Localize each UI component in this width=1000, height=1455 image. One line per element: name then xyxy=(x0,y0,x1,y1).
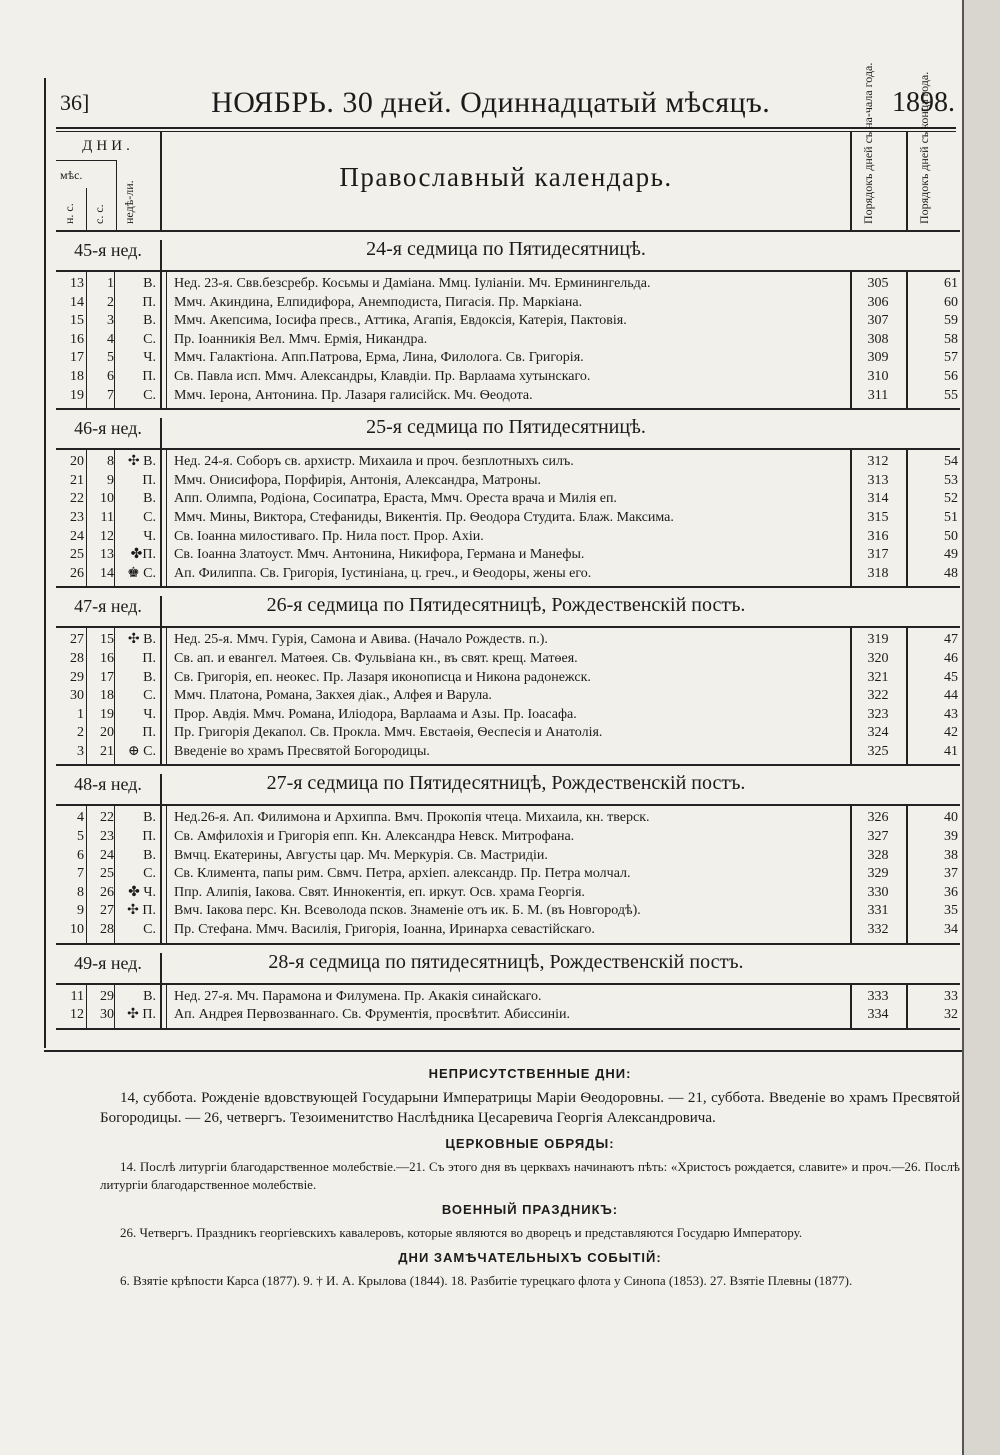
day-order-end: 59 xyxy=(944,313,958,329)
day-ss: 1 xyxy=(107,276,114,291)
day-ns: 23 xyxy=(70,509,84,525)
day-row xyxy=(56,650,960,669)
day-ss: 5 xyxy=(107,350,114,366)
days-label: ДНИ. xyxy=(82,138,134,154)
day-row xyxy=(56,294,960,313)
day-order-end: 51 xyxy=(944,509,958,525)
column-rule xyxy=(166,985,167,1030)
day-ss: 3 xyxy=(107,313,114,329)
week-header xyxy=(56,588,960,628)
day-order-end: 53 xyxy=(944,472,958,488)
day-order-start: 321 xyxy=(867,669,889,685)
day-ss: 29 xyxy=(100,988,114,1004)
day-order-start: 314 xyxy=(867,491,889,507)
week-rows xyxy=(56,628,960,766)
day-ns: 13 xyxy=(70,276,84,291)
day-row xyxy=(56,921,960,940)
day-order-end: 57 xyxy=(944,350,958,366)
day-order-end: 32 xyxy=(944,1007,958,1023)
day-order-start: 332 xyxy=(867,922,889,938)
day-saints: Св. Іоанна Златоуст. Ммч. Антонина, Никифора, Германа и Манефы. xyxy=(174,547,585,563)
day-row xyxy=(56,828,960,847)
day-ns: 29 xyxy=(70,669,84,685)
day-ns: 6 xyxy=(77,847,84,863)
day-order-start: 319 xyxy=(867,632,889,648)
day-ss: 6 xyxy=(107,368,114,384)
day-order-start: 313 xyxy=(867,472,889,488)
day-ss: 8 xyxy=(107,454,114,470)
day-saints: Ммч. Акепсима, Іосифа пресв., Аттика, Агапія, Евдоксія, Катерія, Пактовія. xyxy=(174,313,627,329)
day-ns: 16 xyxy=(70,331,84,347)
day-ss: 27 xyxy=(100,903,114,919)
day-order-end: 40 xyxy=(944,810,958,826)
day-order-start: 329 xyxy=(867,866,889,882)
day-ns: 4 xyxy=(77,810,84,826)
column-rule xyxy=(850,272,852,410)
day-weekday: В. xyxy=(143,491,156,507)
day-row xyxy=(56,368,960,387)
day-weekday: ✣ П. xyxy=(127,903,156,919)
day-weekday: ✣ П. xyxy=(127,1007,156,1023)
column-rule xyxy=(160,806,162,944)
day-row xyxy=(56,472,960,491)
day-order-end: 49 xyxy=(944,547,958,563)
week-block xyxy=(56,588,960,766)
day-ns: 10 xyxy=(70,922,84,938)
day-row xyxy=(56,988,960,1007)
day-saints: Ммч. Галактіона. Апп.Патрова, Ерма, Лина, Филолога. Св. Григорія. xyxy=(174,350,584,366)
day-saints: Ммч. Платона, Романа, Закхея діак., Алфея и Варула. xyxy=(174,688,492,704)
day-weekday: С. xyxy=(143,688,156,704)
column-rule xyxy=(906,985,908,1030)
column-rule xyxy=(850,628,852,766)
week-block xyxy=(56,232,960,410)
day-ns: 14 xyxy=(70,294,84,310)
day-ss: 18 xyxy=(100,688,114,704)
day-weekday: Ч. xyxy=(143,528,156,544)
day-weekday: Ч. xyxy=(143,350,156,366)
day-row xyxy=(56,743,960,762)
column-rule xyxy=(86,628,87,766)
day-ns: 26 xyxy=(70,565,84,581)
day-order-end: 56 xyxy=(944,368,958,384)
day-ns: 15 xyxy=(70,313,84,329)
day-order-start: 307 xyxy=(867,313,889,329)
day-order-end: 60 xyxy=(944,294,958,310)
days-column-header xyxy=(56,132,162,230)
day-order-start: 327 xyxy=(867,829,889,845)
day-saints: Вмчц. Екатерины, Августы цар. Мч. Меркурія. Св. Мастридіи. xyxy=(174,847,548,863)
column-rule xyxy=(114,450,115,588)
day-ss: 9 xyxy=(107,472,114,488)
column-rule xyxy=(906,628,908,766)
day-row xyxy=(56,312,960,331)
calendar-title: Православный календарь. xyxy=(339,162,673,192)
day-row xyxy=(56,884,960,903)
day-row xyxy=(56,669,960,688)
day-weekday: П. xyxy=(142,829,156,845)
day-ns: 7 xyxy=(77,866,84,882)
day-order-end: 52 xyxy=(944,491,958,507)
day-order-start: 322 xyxy=(867,688,889,704)
week-header xyxy=(56,766,960,806)
day-ns: 18 xyxy=(70,368,84,384)
day-ss: 22 xyxy=(100,810,114,826)
day-order-end: 50 xyxy=(944,528,958,544)
day-row xyxy=(56,631,960,650)
day-ss: 23 xyxy=(100,829,114,845)
day-ns: 11 xyxy=(70,988,84,1004)
day-ns: 19 xyxy=(70,387,84,403)
day-ns: 12 xyxy=(70,1007,84,1023)
day-order-end: 44 xyxy=(944,688,958,704)
day-ss: 4 xyxy=(107,331,114,347)
day-order-start: 324 xyxy=(867,725,889,741)
military-holiday-heading: ВОЕННЫЙ ПРАЗДНИКЪ: xyxy=(441,1202,619,1217)
week-title: 27-я седмица по Пятидесятницѣ, Рождественскій постъ. xyxy=(266,772,746,795)
day-order-end: 38 xyxy=(944,847,958,863)
day-order-start: 334 xyxy=(867,1007,889,1023)
day-order-end: 39 xyxy=(944,829,958,845)
day-saints: Ммч. Іерона, Антонина. Пр. Лазаря галисійск. Мч. Ѳеодота. xyxy=(174,387,533,403)
week-header xyxy=(56,945,960,985)
day-saints: Нед. 23-я. Свв.безсребр. Косьмы и Даміана. Ммц. Іуліаніи. Мч. Ерминингельда. xyxy=(174,276,651,291)
day-order-start: 305 xyxy=(867,276,889,291)
week-label: недѣ-ли. xyxy=(122,180,136,224)
day-ss: 24 xyxy=(100,847,114,863)
day-row xyxy=(56,453,960,472)
week-rows xyxy=(56,272,960,410)
day-weekday: В. xyxy=(143,847,156,863)
week-rows xyxy=(56,985,960,1030)
day-ss: 14 xyxy=(100,565,114,581)
column-rule xyxy=(166,272,167,410)
day-order-start: 326 xyxy=(867,810,889,826)
day-ns: 27 xyxy=(70,632,84,648)
day-ns: 8 xyxy=(77,884,84,900)
day-ns: 9 xyxy=(77,903,84,919)
day-weekday: В. xyxy=(143,988,156,1004)
day-saints: Св. Павла исп. Ммч. Александры, Клавдіи. Пр. Варлаама хутынскаго. xyxy=(174,368,591,384)
header-rule xyxy=(56,127,956,129)
day-weekday: П. xyxy=(142,368,156,384)
day-saints: Св. ап. и евангел. Матѳея. Св. Фульвіана кн., въ свят. крещ. Матѳея. xyxy=(174,650,578,666)
page-title: НОЯБРЬ. 30 дней. Одиннадцатый мѣсяцъ. xyxy=(211,86,771,119)
day-ss: 7 xyxy=(107,387,114,403)
column-rule xyxy=(86,806,87,944)
week-number: 45-я нед. xyxy=(56,240,162,270)
ss-label: с. с. xyxy=(92,204,106,224)
day-saints: Пр. Іоанникія Вел. Ммч. Ермія, Никандра. xyxy=(174,331,428,347)
day-order-start: 323 xyxy=(867,706,889,722)
table-bottom-rule xyxy=(44,1050,962,1052)
column-rule xyxy=(114,628,115,766)
day-order-start: 330 xyxy=(867,884,889,900)
military-holiday-text: 26. Четвергъ. Праздникъ георгіевскихъ кавалеровъ, которые являются во дворецъ и представляются Государю Императору. xyxy=(120,1225,803,1240)
column-rule xyxy=(906,450,908,588)
notable-events-text: 6. Взятіе крѣпости Карса (1877). 9. † И. А. Крылова (1844). 18. Разбитіе турецкаго флота у Синопа (1853). 27. Взятіе Плевны (1877). xyxy=(120,1273,853,1288)
day-ns: 28 xyxy=(70,650,84,666)
day-saints: Пр. Стефана. Ммч. Василія, Григорія, Іоанна, Иринарха севастійскаго. xyxy=(174,922,595,938)
church-rites-heading: ЦЕРКОВНЫЕ ОБРЯДЫ: xyxy=(445,1136,615,1151)
day-ns: 1 xyxy=(77,706,84,722)
day-weekday: П. xyxy=(142,294,156,310)
day-ns: 20 xyxy=(70,454,84,470)
order-start-header xyxy=(850,62,908,230)
week-title: 28-я седмица по пятидесятницѣ, Рождественскій постъ. xyxy=(268,950,744,973)
day-saints: Ап. Филиппа. Св. Григорія, Іустиніана, ц. греч., и Ѳеодоры, жены его. xyxy=(174,565,592,581)
day-weekday: Ч. xyxy=(143,706,156,722)
week-number: 49-я нед. xyxy=(56,953,162,983)
week-header xyxy=(56,410,960,450)
day-row xyxy=(56,847,960,866)
day-order-start: 311 xyxy=(867,387,889,403)
day-weekday: В. xyxy=(143,276,156,291)
day-row xyxy=(56,687,960,706)
day-order-end: 55 xyxy=(944,387,958,403)
day-ns: 17 xyxy=(70,350,84,366)
day-ss: 20 xyxy=(100,725,114,741)
day-row xyxy=(56,349,960,368)
week-rows xyxy=(56,450,960,588)
church-rites-text: 14. Послѣ литургіи благодарственное молебствіе.—21. Съ этого дня въ церквахъ начинаютъ пѣть: «Христосъ рождается, славите» и проч.—26. Послѣ литургіи благодарственное молебствіе. xyxy=(100,1159,960,1192)
day-saints: Св. Климента, папы рим. Свмч. Петра, архіеп. александр. Пр. Петра молчал. xyxy=(174,866,631,882)
column-rule xyxy=(86,272,87,410)
day-order-end: 42 xyxy=(944,725,958,741)
page-header xyxy=(60,78,955,128)
day-order-start: 320 xyxy=(867,650,889,666)
notable-events-heading: ДНИ ЗАМѢЧАТЕЛЬНЫХЪ СОБЫТІЙ: xyxy=(398,1250,662,1265)
week-number: 48-я нед. xyxy=(56,774,162,804)
day-ns: 30 xyxy=(70,688,84,704)
column-rule xyxy=(906,272,908,410)
day-order-end: 35 xyxy=(944,903,958,919)
day-ss: 25 xyxy=(100,866,114,882)
day-order-start: 316 xyxy=(867,528,889,544)
day-ss: 17 xyxy=(100,669,114,685)
day-weekday: ⊕ С. xyxy=(127,743,156,759)
page-year: 1898. xyxy=(892,87,955,118)
column-rule xyxy=(850,806,852,944)
day-order-start: 310 xyxy=(867,368,889,384)
day-ss: 10 xyxy=(100,491,114,507)
week-title: 25-я седмица по Пятидесятницѣ. xyxy=(366,416,646,439)
day-saints: Ммч. Акиндина, Елпидифора, Анемподиста, Пигасія. Пр. Маркіана. xyxy=(174,294,583,310)
day-ss: 15 xyxy=(100,632,114,648)
day-saints: Пр. Григорія Декапол. Св. Прокла. Ммч. Евстаѳія, Ѳеспесія и Анатолія. xyxy=(174,725,603,741)
day-row xyxy=(56,1006,960,1025)
day-ss: 16 xyxy=(100,650,114,666)
week-number: 47-я нед. xyxy=(56,596,162,626)
day-order-start: 333 xyxy=(867,988,889,1004)
day-ss: 13 xyxy=(100,547,114,563)
day-weekday: В. xyxy=(143,669,156,685)
day-weekday: П. xyxy=(142,725,156,741)
column-rule xyxy=(166,628,167,766)
day-row xyxy=(56,546,960,565)
day-order-start: 306 xyxy=(867,294,889,310)
holidays-heading: НЕПРИСУТСТВЕННЫЕ ДНИ: xyxy=(428,1066,632,1081)
week-title: 24-я седмица по Пятидесятницѣ. xyxy=(366,238,646,260)
day-row xyxy=(56,490,960,509)
column-rule xyxy=(166,806,167,944)
ns-label: н. с. xyxy=(62,203,76,224)
day-order-start: 315 xyxy=(867,509,889,525)
day-weekday: В. xyxy=(143,313,156,329)
day-saints: Апп. Олимпа, Родіона, Сосипатра, Ераста, Ммч. Ореста врача и Милія еп. xyxy=(174,491,617,507)
day-order-end: 34 xyxy=(944,922,958,938)
week-block xyxy=(56,410,960,588)
column-rule xyxy=(906,806,908,944)
day-row xyxy=(56,387,960,406)
day-ss: 11 xyxy=(100,509,114,525)
column-rule xyxy=(850,985,852,1030)
column-rule xyxy=(86,450,87,588)
day-order-end: 47 xyxy=(944,632,958,648)
column-rule xyxy=(114,272,115,410)
column-rule xyxy=(850,450,852,588)
day-row xyxy=(56,706,960,725)
day-row xyxy=(56,509,960,528)
day-saints: Вмч. Іакова перс. Кн. Всеволода псков. Знаменіе отъ ик. Б. М. (въ Новгородѣ). xyxy=(174,903,641,919)
week-bottom-rule xyxy=(56,1028,960,1030)
day-row xyxy=(56,809,960,828)
column-rule xyxy=(114,985,115,1030)
day-row xyxy=(56,565,960,584)
day-order-end: 45 xyxy=(944,669,958,685)
day-row xyxy=(56,902,960,921)
weeks-container xyxy=(56,232,960,1030)
page-edge xyxy=(962,0,1000,1455)
day-ss: 21 xyxy=(100,743,114,759)
day-weekday: С. xyxy=(143,387,156,403)
notes-section xyxy=(100,1058,960,1294)
column-rule xyxy=(160,272,162,410)
week-block xyxy=(56,945,960,1030)
day-ss: 12 xyxy=(100,528,114,544)
day-saints: Нед.26-я. Ап. Филимона и Архиппа. Вмч. Прокопія чтеца. Михаила, кн. тверск. xyxy=(174,810,650,826)
day-weekday: В. xyxy=(143,810,156,826)
day-ss: 26 xyxy=(100,884,114,900)
day-order-end: 43 xyxy=(944,706,958,722)
day-order-start: 312 xyxy=(867,454,889,470)
column-rule xyxy=(114,806,115,944)
day-order-start: 318 xyxy=(867,565,889,581)
column-rule xyxy=(166,450,167,588)
day-saints: Св. Григорія, еп. неокес. Пр. Лазаря иконописца и Никона радонежск. xyxy=(174,669,591,685)
day-weekday: ✤ Ч. xyxy=(128,884,156,900)
day-saints: Нед. 27-я. Мч. Парамона и Филумена. Пр. Акакія синайскаго. xyxy=(174,988,542,1004)
day-order-start: 328 xyxy=(867,847,889,863)
day-ns: 2 xyxy=(77,725,84,741)
day-weekday: ✣ В. xyxy=(127,454,156,470)
day-order-start: 331 xyxy=(867,903,889,919)
day-ss: 30 xyxy=(100,1007,114,1023)
week-number: 46-я нед. xyxy=(56,418,162,448)
day-order-end: 36 xyxy=(944,884,958,900)
day-saints: Введеніе во храмъ Пресвятой Богородицы. xyxy=(174,743,430,759)
week-rows xyxy=(56,806,960,944)
week-title: 26-я седмица по Пятидесятницѣ, Рождественскій постъ. xyxy=(266,594,746,617)
day-order-start: 308 xyxy=(867,331,889,347)
day-weekday: ♚ С. xyxy=(127,565,156,581)
page-number: 36] xyxy=(60,90,90,115)
week-header xyxy=(56,232,960,272)
column-rule xyxy=(160,450,162,588)
day-order-start: 309 xyxy=(867,350,889,366)
day-weekday: С. xyxy=(143,922,156,938)
day-order-start: 325 xyxy=(867,743,889,759)
day-ss: 28 xyxy=(100,922,114,938)
day-order-end: 41 xyxy=(944,743,958,759)
day-saints: Нед. 25-я. Ммч. Гурія, Самона и Авива. (Начало Рождеств. п.). xyxy=(174,632,548,648)
day-saints: Св. Іоанна милостиваго. Пр. Нила пост. Прор. Ахіи. xyxy=(174,528,484,544)
day-row xyxy=(56,865,960,884)
day-weekday: П. xyxy=(142,650,156,666)
day-weekday: С. xyxy=(143,866,156,882)
column-rule xyxy=(160,985,162,1030)
day-ss: 2 xyxy=(107,294,114,310)
day-ns: 21 xyxy=(70,472,84,488)
day-ns: 5 xyxy=(77,829,84,845)
day-saints: Св. Амфилохія и Григорія епп. Кн. Александра Невск. Митрофана. xyxy=(174,829,575,845)
day-row xyxy=(56,331,960,350)
day-row xyxy=(56,528,960,547)
day-saints: Нед. 24-я. Соборъ св. архистр. Михаила и проч. безплотныхъ силъ. xyxy=(174,454,574,470)
day-order-end: 37 xyxy=(944,866,958,882)
day-ns: 24 xyxy=(70,528,84,544)
day-saints: Ап. Андрея Первозваннаго. Св. Фрументія, просвѣтит. Абиссиніи. xyxy=(174,1007,570,1023)
day-order-end: 48 xyxy=(944,565,958,581)
day-weekday: П. xyxy=(142,472,156,488)
day-saints: Ммч. Мины, Виктора, Стефаниды, Викентія. Пр. Ѳеодора Студита. Блаж. Максима. xyxy=(174,509,674,525)
day-order-end: 58 xyxy=(944,331,958,347)
day-ns: 22 xyxy=(70,491,84,507)
day-weekday: С. xyxy=(143,331,156,347)
day-order-end: 33 xyxy=(944,988,958,1004)
day-order-start: 317 xyxy=(867,547,889,563)
day-saints: Прор. Авдія. Ммч. Романа, Иліодора, Варлаама и Азы. Пр. Іоасафа. xyxy=(174,706,577,722)
order-start-label: Порядокъ дней съ на-чала года. xyxy=(861,62,875,224)
order-end-label: Порядокъ дней съ конца года. xyxy=(917,71,931,224)
left-rule xyxy=(44,78,46,1048)
day-weekday: С. xyxy=(143,509,156,525)
day-order-end: 54 xyxy=(944,454,958,470)
day-row xyxy=(56,275,960,294)
day-saints: Ммч. Онисифора, Порфирія, Антонія, Александра, Матроны. xyxy=(174,472,541,488)
holidays-text: 14, суббота. Рожденіе вдовствующей Государыни Императрицы Маріи Ѳеодоровны. — 21, суббота. Введеніе во храмъ Пресвятой Богородицы. — 26, четвергъ. Тезоименитство Наслѣдника Цесаревича Георгія Александровича. xyxy=(100,1090,960,1126)
column-rule xyxy=(86,985,87,1030)
day-ss: 19 xyxy=(100,706,114,722)
day-saints: Ппр. Алипія, Іакова. Свят. Иннокентія, еп. иркут. Осв. храма Георгія. xyxy=(174,884,585,900)
day-ns: 3 xyxy=(77,743,84,759)
day-weekday: ✣ В. xyxy=(127,632,156,648)
day-order-end: 61 xyxy=(944,276,958,291)
week-block xyxy=(56,766,960,944)
day-ns: 25 xyxy=(70,547,84,563)
day-row xyxy=(56,724,960,743)
day-weekday: ✤П. xyxy=(130,547,156,563)
column-rule xyxy=(160,628,162,766)
day-order-end: 46 xyxy=(944,650,958,666)
month-label: мѣс. xyxy=(60,168,83,182)
